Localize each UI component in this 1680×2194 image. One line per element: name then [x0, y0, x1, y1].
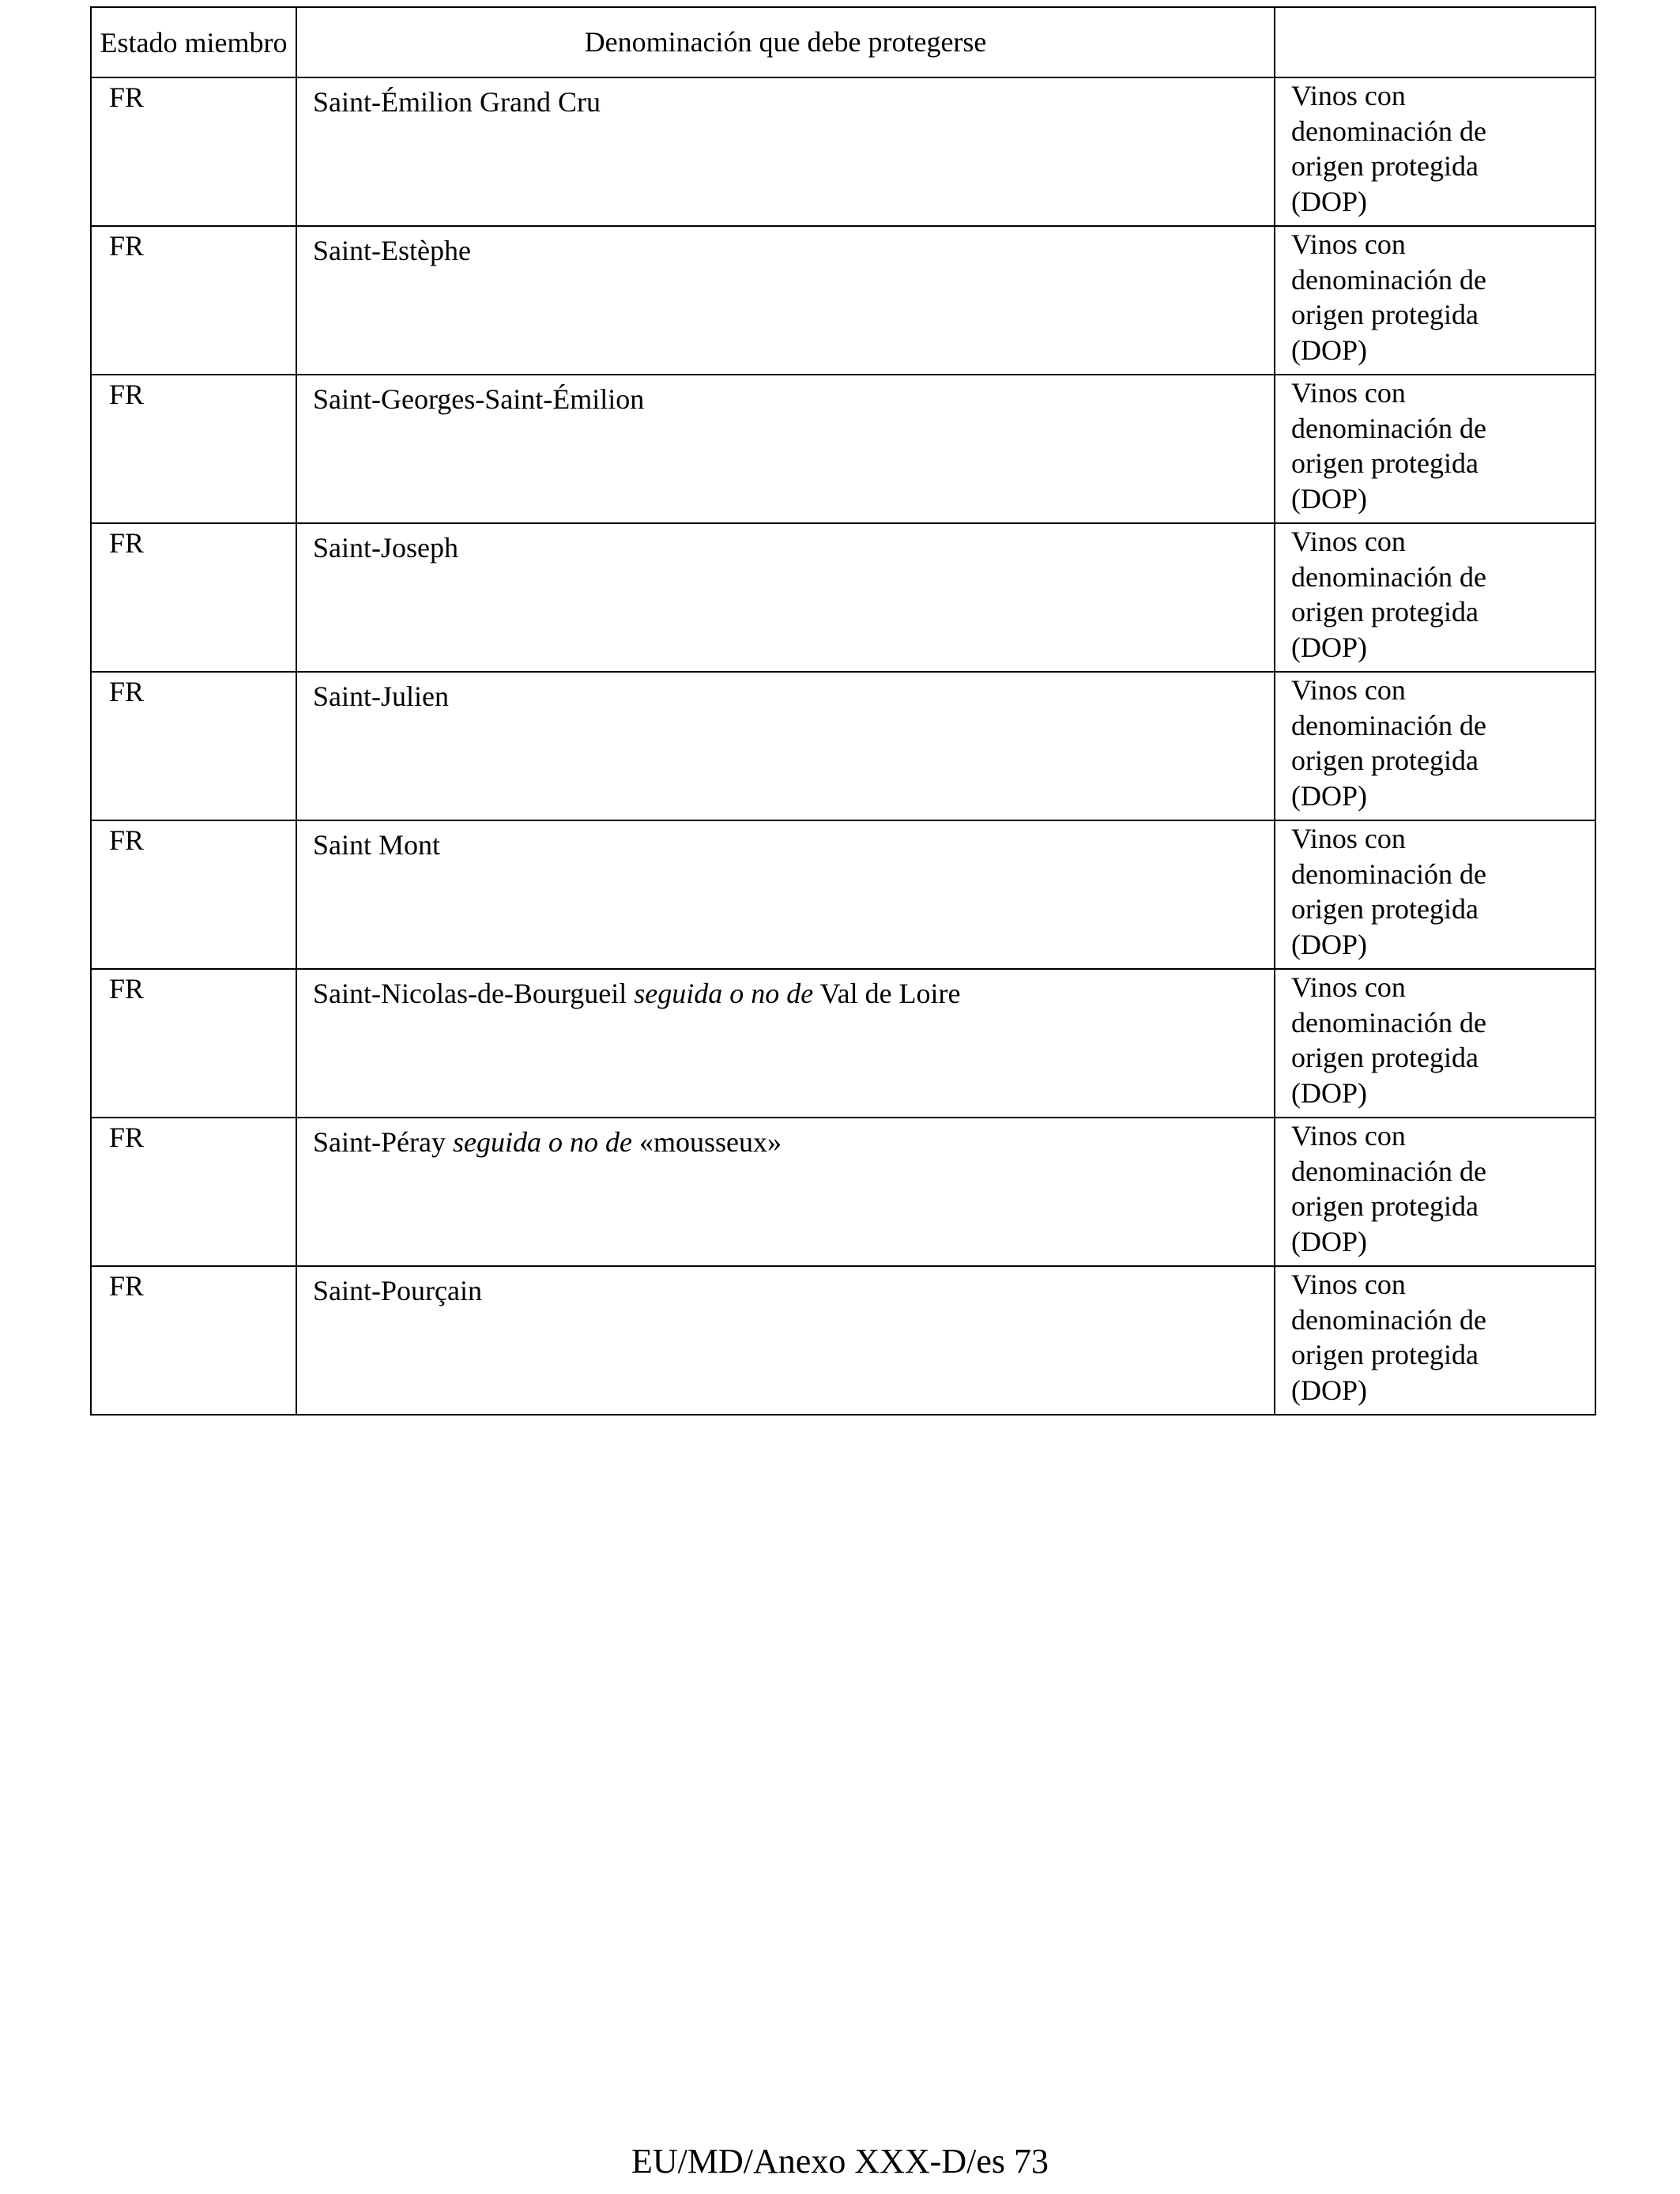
product-type-text: Vinos con denominación de origen protegida (DOP): [1291, 823, 1486, 960]
cell-denomination: [296, 77, 1275, 226]
cell-product-type: [1275, 375, 1595, 523]
cell-denomination: [296, 523, 1275, 672]
cell-member-state: FR: [91, 77, 296, 226]
cell-member-state: FR: [91, 672, 296, 820]
cell-product-type: [1275, 226, 1595, 375]
table-row: [91, 1266, 1595, 1415]
denomination-suffix: Val de Loire: [819, 978, 961, 1009]
table-row: [91, 672, 1595, 820]
cell-product-type: [1275, 672, 1595, 820]
table-header-row: [91, 7, 1595, 77]
cell-product-type: [1275, 1118, 1595, 1266]
table-row: [91, 1118, 1595, 1266]
product-type-text: Vinos con denominación de origen protegida (DOP): [1291, 1269, 1486, 1406]
table-row: [91, 77, 1595, 226]
denomination-suffix: «mousseux»: [638, 1126, 782, 1158]
cell-member-state: FR: [91, 375, 296, 523]
denomination-qualifier: seguida o no de: [634, 978, 814, 1009]
header-member-state: Estado miembro: [91, 7, 296, 77]
table-row: [91, 375, 1595, 523]
table-body: [91, 77, 1595, 1415]
header-denomination: Denominación que debe protegerse: [296, 7, 1275, 77]
cell-member-state: FR: [91, 523, 296, 672]
denomination-name: Saint-Julien: [313, 680, 449, 712]
table-row: [91, 969, 1595, 1118]
cell-denomination: [296, 820, 1275, 969]
product-type-text: Vinos con denominación de origen protegida (DOP): [1291, 526, 1486, 663]
product-type-text: Vinos con denominación de origen protegida (DOP): [1291, 228, 1486, 366]
product-type-text: Vinos con denominación de origen protegida (DOP): [1291, 80, 1486, 217]
denomination-name: Saint-Nicolas-de-Bourgueil: [313, 978, 627, 1009]
header-product-type: [1275, 7, 1595, 77]
cell-denomination: [296, 226, 1275, 375]
table-row: [91, 226, 1595, 375]
product-type-text: Vinos con denominación de origen protegida (DOP): [1291, 674, 1486, 812]
cell-denomination: [296, 969, 1275, 1118]
cell-member-state: FR: [91, 1266, 296, 1415]
cell-denomination: [296, 375, 1275, 523]
cell-member-state: FR: [91, 820, 296, 969]
cell-denomination: [296, 1118, 1275, 1266]
denomination-name: Saint-Estèphe: [313, 235, 471, 266]
denomination-name: Saint-Joseph: [313, 532, 458, 564]
cell-member-state: FR: [91, 226, 296, 375]
protected-denominations-table: [90, 6, 1596, 1416]
page-footer-reference: EU/MD/Anexo XXX-D/es 73: [631, 2142, 1049, 2181]
cell-product-type: [1275, 523, 1595, 672]
denomination-name: Saint-Georges-Saint-Émilion: [313, 383, 645, 415]
product-type-text: Vinos con denominación de origen protegida (DOP): [1291, 377, 1486, 515]
product-type-text: Vinos con denominación de origen protegida (DOP): [1291, 1120, 1486, 1257]
table-row: [91, 523, 1595, 672]
denomination-name: Saint-Péray: [313, 1126, 446, 1158]
cell-product-type: [1275, 820, 1595, 969]
denomination-name: Saint Mont: [313, 829, 441, 861]
denomination-name: Saint-Émilion Grand Cru: [313, 86, 601, 118]
table-row: [91, 820, 1595, 969]
cell-product-type: [1275, 1266, 1595, 1415]
cell-product-type: [1275, 77, 1595, 226]
cell-denomination: [296, 1266, 1275, 1415]
cell-member-state: FR: [91, 969, 296, 1118]
denomination-name: Saint-Pourçain: [313, 1275, 482, 1306]
denomination-qualifier: seguida o no de: [452, 1126, 632, 1158]
cell-product-type: [1275, 969, 1595, 1118]
cell-member-state: FR: [91, 1118, 296, 1266]
product-type-text: Vinos con denominación de origen protegida (DOP): [1291, 971, 1486, 1109]
cell-denomination: [296, 672, 1275, 820]
